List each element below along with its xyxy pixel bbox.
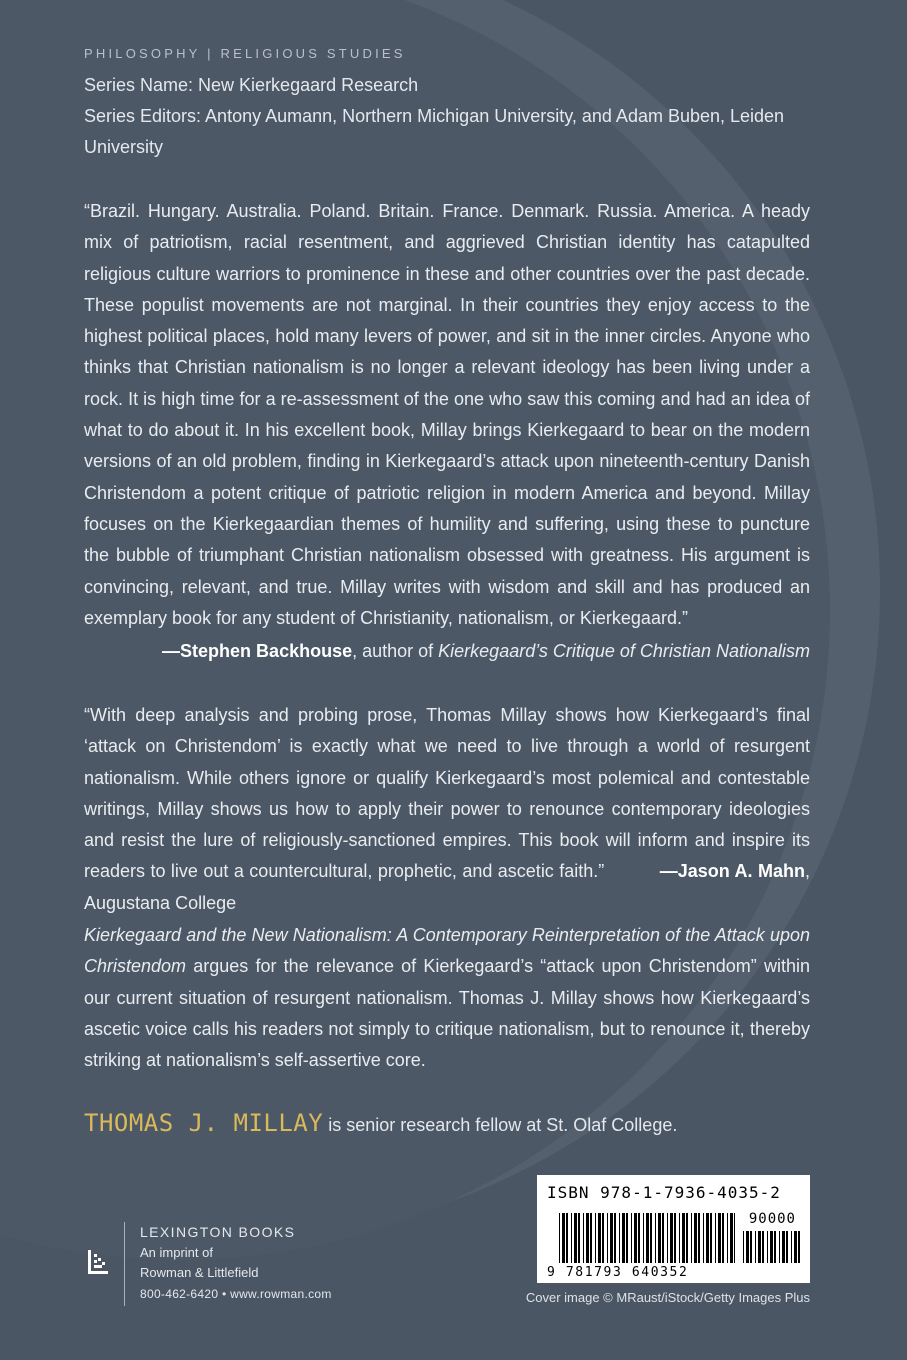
endorsement-quote-1: “Brazil. Hungary. Australia. Poland. Britain. France. Denmark. Russia. America. A heady mix of patriotism, racial resentment, and aggrieved Christian identity has catapulted religious culture warriors to prominence in these and other countries over the past decade. These populist movements are not marginal. In their countries they enjoy access to the highest political places, hold many levers of power, and sit in the inner circles. Anyone who thinks that Christian nationalism is no longer a relevant ideology has been living under a rock. It is high time for a re-assessment of the one who saw this coming and had an idea of what to do about it. In his excellent book, Millay brings Kierkegaard to bear on the modern versions of an old problem, finding in Kierkegaard’s attack upon nineteenth-century Danish Christendom a potent critique of patriotic religion in modern America and beyond. Millay focuses on the Kierkegaardian themes of humility and suffering, using these to puncture the bubble of triumphant Christian nationalism obsessed with greatness. His argument is convincing, relevant, and true. Millay writes with wisdom and skill and has produced an exemplary book for any student of Christianity, nationalism, or Kierkegaard.”: [84, 201, 810, 628]
publisher-logo-icon: [84, 1244, 110, 1278]
book-title: Kierkegaard and the New Nationalism: A Contemporary Reinterpretation of the Attack upon Christendom: [84, 925, 810, 977]
publisher-name: LEXINGTON BOOKS: [140, 1224, 296, 1240]
ean-digits: 9 781793 640352: [547, 1265, 689, 1280]
author-bio-text: is senior research fellow at St. Olaf College.: [323, 1115, 678, 1135]
endorser-work-1: Kierkegaard’s Critique of Christian Nationalism: [438, 641, 810, 661]
category-label: PHILOSOPHY | RELIGIOUS STUDIES: [84, 46, 406, 61]
series-editors-line2: University: [84, 137, 164, 157]
author-bio: [84, 1106, 677, 1142]
cover-image-credit: Cover image © MRaust/iStock/Getty Images Plus: [525, 1290, 810, 1305]
book-description: [84, 920, 810, 1076]
series-editors-line1: Series Editors: Antony Aumann, Northern Michigan University, and Adam Buben, Leiden: [84, 106, 785, 126]
endorser-affiliation-2: , Augustana College: [84, 861, 810, 913]
publisher-divider: [124, 1222, 125, 1306]
endorsement-block-2: [84, 700, 810, 919]
series-name: Series Name: New Kierkegaard Research: [84, 75, 419, 95]
isbn-label: ISBN 978-1-7936-4035-2: [547, 1183, 781, 1202]
publisher-text: [140, 1222, 332, 1305]
barcode-bars-icon: [559, 1213, 735, 1263]
publisher-contact: 800-462-6420 • www.rowman.com: [140, 1287, 332, 1301]
publisher-block: [84, 1222, 384, 1312]
isbn-barcode: [537, 1175, 810, 1283]
price-code: 90000: [748, 1211, 796, 1227]
description-body: argues for the relevance of Kierkegaard’s “attack upon Christendom” within our current situation of resurgent nationalism. Thomas J. Millay shows how Kierkegaard’s ascetic voice calls his readers not simply to critique nationalism, but to renounce it, thereby striking at nationalism’s self-assertive core.: [84, 956, 810, 1071]
publisher-imprint-line2: Rowman & Littlefield: [140, 1265, 259, 1280]
author-name: THOMAS J. MILLAY: [84, 1109, 324, 1137]
endorser-name-1: —Stephen Backhouse: [162, 641, 353, 661]
endorsement-attribution-1: [162, 636, 810, 667]
endorsement-quote-2-text: “With deep analysis and probing prose, Thomas Millay shows how Kierkegaard’s final ‘attack on Christendom’ is exactly what we need to live through a world of resurgent nationalism. While others ignore or qualify Kierkegaard’s most polemical and contestable writings, Millay shows us how to apply their power to renounce contemporary ideologies and resist the lure of religiously-sanctioned empires. This book will inform and inspire its readers to live out a countercultural, prophetic, and ascetic faith.”: [84, 705, 810, 882]
endorser-affiliation-1: , author of: [352, 641, 439, 661]
price-barcode-icon: [743, 1231, 801, 1263]
endorser-name-2: —Jason A. Mahn: [659, 861, 805, 882]
publisher-imprint-line1: An imprint of: [140, 1245, 213, 1260]
